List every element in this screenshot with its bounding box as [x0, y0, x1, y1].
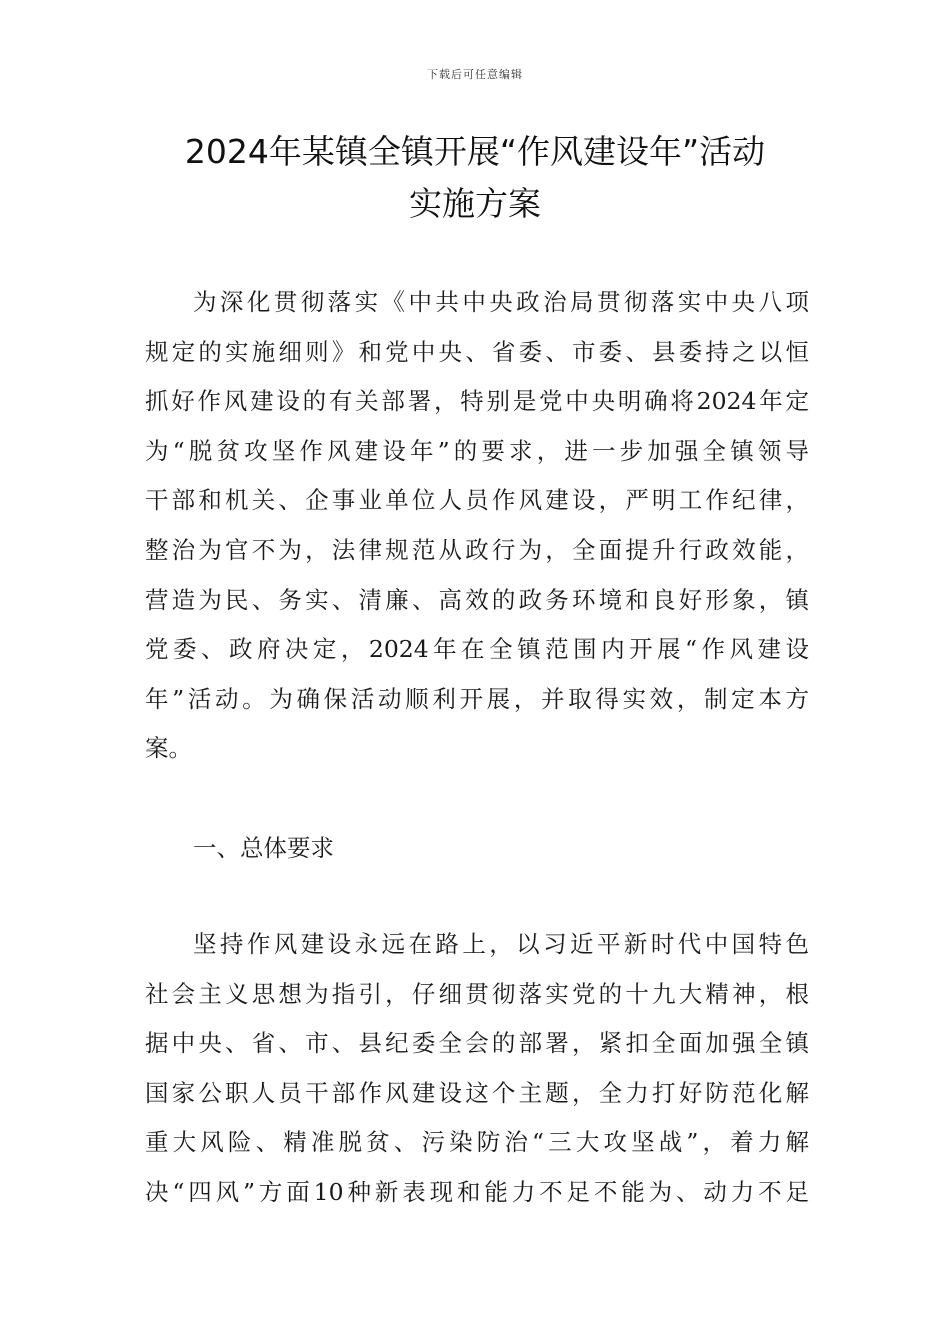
header-note: 下载后可任意编辑 [427, 68, 523, 81]
paragraph-line: 抓好作风建设的有关部署，特别是党中央明确将2024年定 [145, 387, 809, 416]
title-line: 实施方案 [409, 184, 541, 223]
title-line: 2024年某镇全镇开展“作风建设年”活动 [184, 132, 766, 171]
paragraph-line: 整治为官不为，法律规范从政行为，全面提升行政效能， [145, 535, 809, 564]
paragraph-line: 年”活动。为确保活动顺利开展，并取得实效，制定本方 [145, 684, 809, 713]
paragraph-line: 重大风险、精准脱贫、污染防治“三大攻坚战”，着力解 [145, 1128, 809, 1157]
paragraph-line: 决“四风”方面10种新表现和能力不足不能为、动力不足 [145, 1177, 809, 1206]
paragraph-line: 党委、政府决定，2024年在全镇范围内开展“作风建设 [145, 635, 809, 664]
section-heading [145, 824, 809, 874]
paragraph-requirements [145, 920, 809, 1218]
paragraph-line: 干部和机关、企事业单位人员作风建设，严明工作纪律， [145, 486, 809, 515]
document-title [100, 126, 850, 230]
paragraph-line: 案。 [145, 734, 192, 763]
paragraph-line: 为“脱贫攻坚作风建设年”的要求，进一步加强全镇领导 [145, 436, 809, 465]
paragraph-line: 规定的实施细则》和党中央、省委、市委、县委持之以恒 [145, 337, 809, 366]
section-heading-text: 一、总体要求 [193, 834, 334, 862]
paragraph-line: 营造为民、务实、清廉、高效的政务环境和良好形象，镇 [145, 585, 809, 614]
paragraph-line: 社会主义思想为指引，仔细贯彻落实党的十九大精神，根 [145, 979, 809, 1008]
paragraph-intro [145, 278, 809, 774]
paragraph-line: 国家公职人员干部作风建设这个主题，全力打好防范化解 [145, 1078, 809, 1107]
paragraph-line: 为深化贯彻落实《中共中央政治局贯彻落实中央八项 [193, 288, 809, 316]
paragraph-line: 坚持作风建设永远在路上，以习近平新时代中国特色 [193, 930, 809, 958]
paragraph-line: 据中央、省、市、县纪委全会的部署，紧扣全面加强全镇 [145, 1029, 809, 1058]
